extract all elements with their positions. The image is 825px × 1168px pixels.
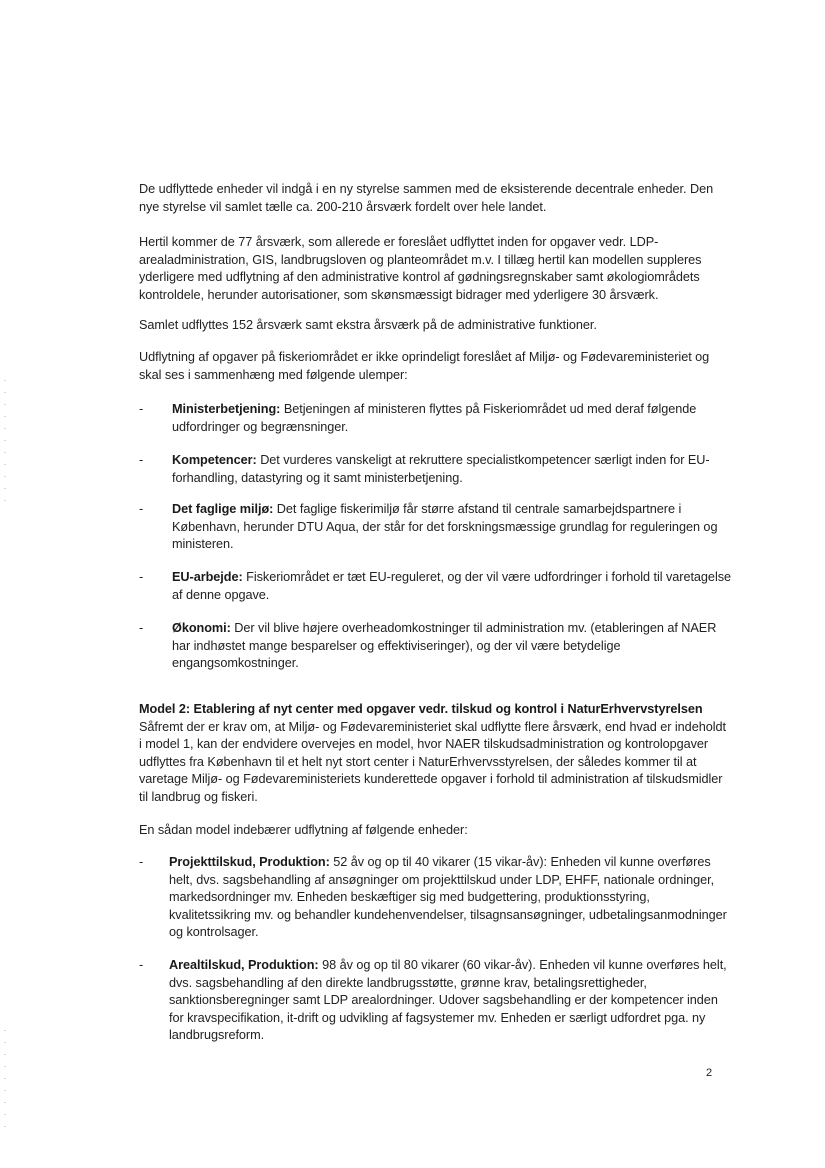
bullet-title: Projekttilskud, Produktion: [169,855,330,869]
bullet-dash: - [139,621,144,635]
bullet-title: Arealtilskud, Produktion: [169,958,319,972]
bullet-text: 52 åv og op til 40 vikarer (15 vikar-åv): Enheden vil kunne overføres helt, dvs. sagsbehandling af ansøgninger om projekttilskud under LDP, EHFF, nationale ordninger, markedsordninger mv. Enheden beskæftiger sig med budgettering, produktionsstyring, kvalitetssikring mv. og behandler kundehenvendelser, tilsagnsansøgninger, udbetalingsanmodninger og kontrolsager. [169,855,727,939]
bullet-dash: - [139,402,144,416]
model2-body: Såfremt der er krav om, at Miljø- og Fødevareministeriet skal udflytte flere årsværk, end hvad er indeholdt i model 1, kan der endvidere overvejes en model, hvor NAER tilskudsadministration og kontrolopgaver udflyttes fra København til et helt nyt stort center i NaturErhvervsstyrelsen, der således kommer til at varetage Miljø- og Fødevareministeriets kunderettede opgaver i forhold til administration af tilskudsmidler til landbrug og fiskeri. [139,719,726,804]
bullet-text: 98 åv og op til 80 vikarer (60 vikar-åv). Enheden vil kunne overføres helt, dvs. sagsbehandling af den direkte landbrugsstøtte, grønne krav, betalingsrettigheder, sanktionsberegninger samt LDP arealordninger. Udover sagsbehandling er der kompetencer inden for kravspecifikation, it-drift og udvikling af fagsystemer mv. Enheden er særligt udfordret pga. ny landbrugsreform. [169,958,727,1042]
scan-margin-marks [4,380,6,510]
bullet-title: EU-arbejde: [172,570,243,584]
bullet-title: Ministerbetjening: [172,402,281,416]
paragraph-units-intro: En sådan model indebærer udflytning af følgende enheder: [139,823,468,837]
bullet-text: Det faglige fiskerimiljø får større afstand til centrale samarbejdspartnere i København, herunder DTU Aqua, der står for det forskningsmæssige grundlag for reguleringen og ministeren. [172,502,718,551]
bullet-text: Fiskeriområdet er tæt EU-reguleret, og der vil være udfordringer i forhold til varetagelse af denne opgave. [172,570,732,602]
paragraph-new-agency: De udflyttede enheder vil indgå i en ny styrelse sammen med de eksisterende decentrale enheder. Den nye styrelse vil samlet tælle ca. 200-210 årsværk fordelt over hele landet. [139,182,714,214]
scan-margin-marks [4,1030,6,1130]
bullet-dash: - [139,855,144,869]
bullet-title: Det faglige miljø: [172,502,274,516]
page-number: 2 [706,1067,713,1079]
bullet-text: Der vil blive højere overheadomkostninger til administration mv. (etableringen af NAER har indhøstet mange besparelser og effektiviseringer), og der vil være betydelige engangsomkostninger. [172,621,717,670]
model2-heading: Model 2: Etablering af nyt center med opgaver vedr. tilskud og kontrol i NaturErhvervstyrelsen [139,702,703,716]
bullet-text: Det vurderes vanskeligt at rekruttere specialistkompetencer særligt inden for EU-forhandling, datastyring og it samt ministerbetjening. [172,453,710,485]
bullet-dash: - [139,502,144,516]
bullet-dash: - [139,453,144,467]
paragraph-additional-fte: Hertil kommer de 77 årsværk, som allerede er foreslået udflyttet inden for opgaver vedr. LDP-arealadministration, GIS, landbrugsloven og planteområdet m.v. I tillæg hertil kan modellen suppleres yderligere med udflytning af den administrative kontrol af gødningsregnskaber samt økologiområdets kontroldele, herunder autorisationer, som skønsmæssigt bidrager med yderligere 30 årsværk. [139,235,702,302]
bullet-text: Betjeningen af ministeren flyttes på Fiskeriområdet ud med deraf følgende udfordringer og begrænsninger. [172,402,697,434]
bullet-dash: - [139,570,144,584]
bullet-dash: - [139,958,144,972]
model2-section [139,701,731,806]
paragraph-total-relocated: Samlet udflyttes 152 årsværk samt ekstra årsværk på de administrative funktioner. [139,318,597,332]
bullet-title: Økonomi: [172,621,231,635]
paragraph-fisheries-intro: Udflytning af opgaver på fiskeriområdet er ikke oprindeligt foreslået af Miljø- og Fødevareministeriet og skal ses i sammenhæng med følgende ulemper: [139,350,710,382]
bullet-title: Kompetencer: [172,453,257,467]
